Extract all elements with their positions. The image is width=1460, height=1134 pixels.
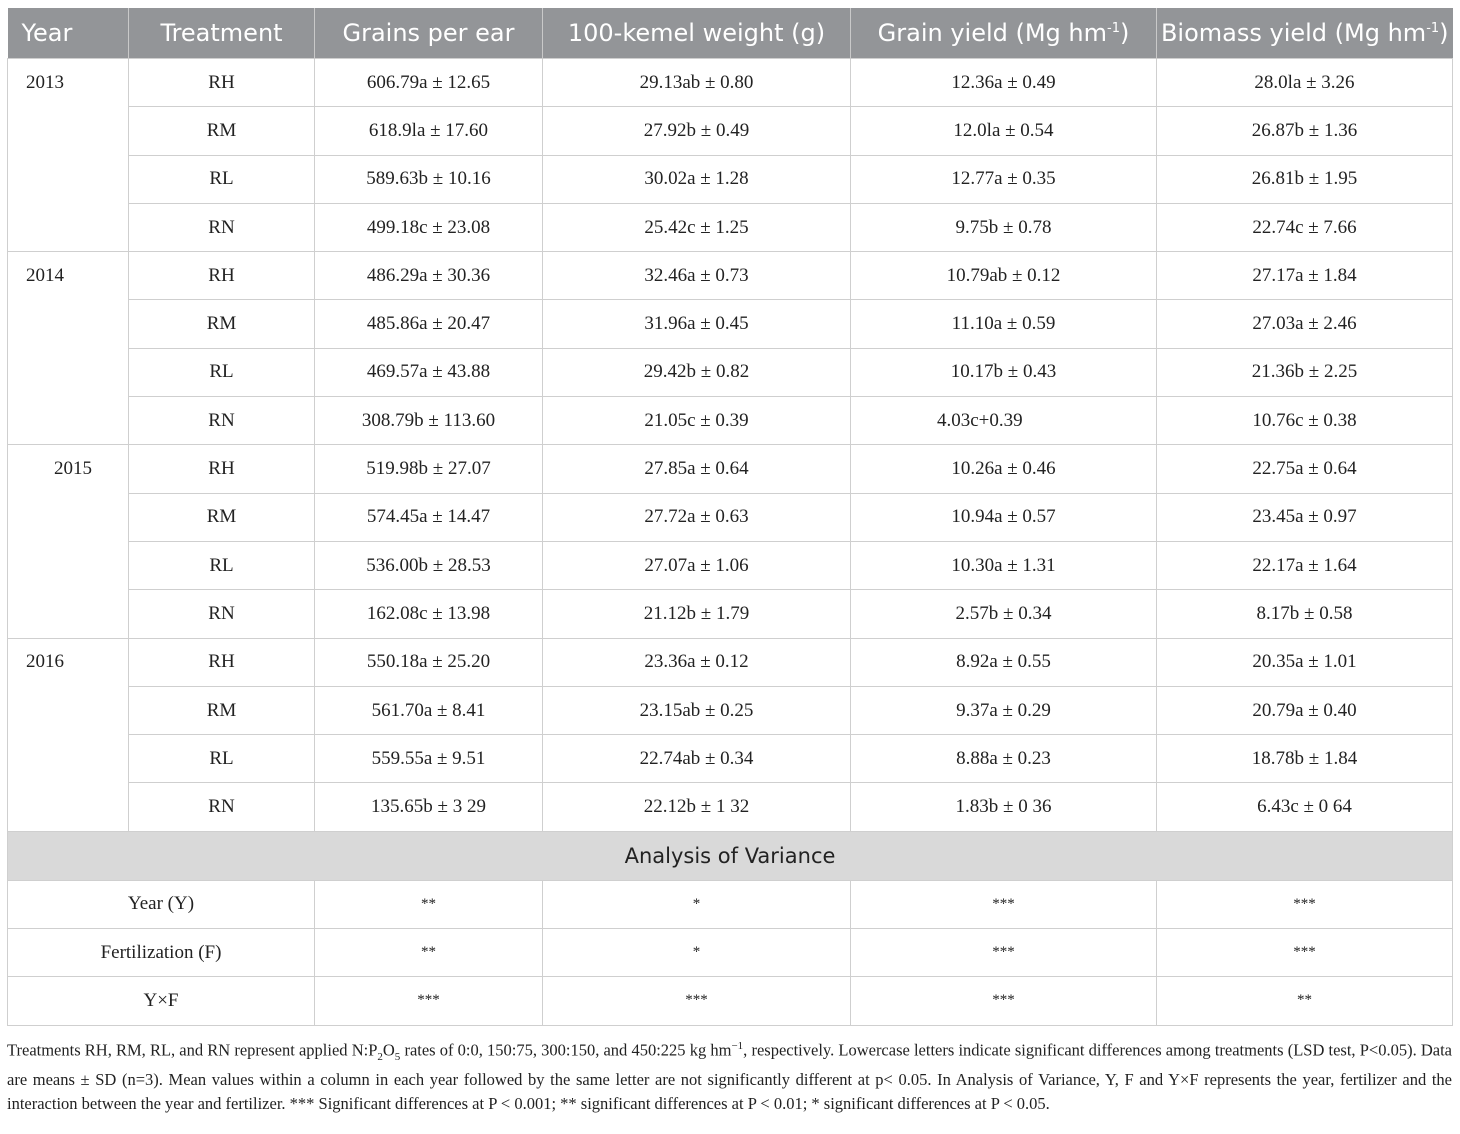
- cell-treatment: RM: [129, 107, 315, 155]
- cell-biomass: 26.87b ± 1.36: [1157, 107, 1453, 155]
- cell-biomass: 21.36b ± 2.25: [1157, 348, 1453, 396]
- cell-year: [8, 686, 129, 734]
- cell-biomass: 10.76c ± 0.38: [1157, 397, 1453, 445]
- table-row: [8, 590, 1453, 638]
- cell-kernel: 25.42c ± 1.25: [543, 203, 851, 251]
- cell-kernel: 23.15ab ± 0.25: [543, 686, 851, 734]
- table-row: [8, 203, 1453, 251]
- cell-kernel: 27.07a ± 1.06: [543, 541, 851, 589]
- cell-grains: 536.00b ± 28.53: [315, 541, 543, 589]
- cell-grain-yield: 1.83b ± 0 36: [851, 783, 1157, 831]
- cell-treatment: RN: [129, 590, 315, 638]
- cell-grains: 589.63b ± 10.16: [315, 155, 543, 203]
- cell-grain-yield: 12.36a ± 0.49: [851, 59, 1157, 107]
- cell-kernel: 21.12b ± 1.79: [543, 590, 851, 638]
- cell-kernel: 29.13ab ± 0.80: [543, 59, 851, 107]
- cell-biomass: 27.17a ± 1.84: [1157, 252, 1453, 300]
- header-biomass: [1157, 8, 1453, 59]
- cell-grains: 574.45a ± 14.47: [315, 493, 543, 541]
- table-row: [8, 638, 1453, 686]
- cell-treatment: RH: [129, 59, 315, 107]
- header-biomass-sup: -1: [1426, 21, 1440, 36]
- cell-grain-yield: 8.88a ± 0.23: [851, 735, 1157, 783]
- cell-grain-yield: 12.0la ± 0.54: [851, 107, 1157, 155]
- cell-grain-yield: 9.37a ± 0.29: [851, 686, 1157, 734]
- cell-year: [8, 155, 129, 203]
- header-kernel: 100-kemel weight (g): [543, 8, 851, 59]
- anova-grain-yield: ***: [851, 977, 1157, 1025]
- cell-treatment: RM: [129, 686, 315, 734]
- cell-biomass: 6.43c ± 0 64: [1157, 783, 1453, 831]
- cell-grains: 135.65b ± 3 29: [315, 783, 543, 831]
- header-grain-yield: [851, 8, 1157, 59]
- cell-biomass: 18.78b ± 1.84: [1157, 735, 1453, 783]
- anova-kernel: *: [543, 929, 851, 977]
- cell-grain-yield: 10.30a ± 1.31: [851, 541, 1157, 589]
- cell-year: [8, 397, 129, 445]
- anova-row: [8, 929, 1453, 977]
- anova-label: Fertilization (F): [8, 929, 315, 977]
- cell-biomass: 22.17a ± 1.64: [1157, 541, 1453, 589]
- cell-biomass: 8.17b ± 0.58: [1157, 590, 1453, 638]
- anova-grains: **: [315, 929, 543, 977]
- cell-grain-yield: 2.57b ± 0.34: [851, 590, 1157, 638]
- note-part2: O: [382, 1040, 395, 1060]
- cell-biomass: 22.75a ± 0.64: [1157, 445, 1453, 493]
- table-row: [8, 493, 1453, 541]
- anova-biomass: **: [1157, 977, 1453, 1025]
- cell-year: [8, 107, 129, 155]
- cell-grains: 469.57a ± 43.88: [315, 348, 543, 396]
- table-row: [8, 735, 1453, 783]
- anova-kernel: ***: [543, 977, 851, 1025]
- table-row: [8, 397, 1453, 445]
- header-row: [8, 8, 1453, 59]
- anova-title: Analysis of Variance: [8, 831, 1453, 880]
- cell-kernel: 22.12b ± 1 32: [543, 783, 851, 831]
- cell-year: 2014: [8, 252, 129, 300]
- table-body: [8, 59, 1453, 1026]
- note-sub1: 2: [377, 1050, 383, 1063]
- cell-year: [8, 590, 129, 638]
- cell-biomass: 28.0la ± 3.26: [1157, 59, 1453, 107]
- table-row: [8, 686, 1453, 734]
- cell-treatment: RH: [129, 638, 315, 686]
- anova-grain-yield: ***: [851, 929, 1157, 977]
- cell-grain-yield: 10.17b ± 0.43: [851, 348, 1157, 396]
- cell-biomass: 23.45a ± 0.97: [1157, 493, 1453, 541]
- cell-treatment: RM: [129, 300, 315, 348]
- anova-label: Year (Y): [8, 880, 315, 928]
- table-footnote: [7, 1034, 1452, 1117]
- header-grains: Grains per ear: [315, 8, 543, 59]
- table-container: [7, 8, 1452, 1116]
- cell-grains: 308.79b ± 113.60: [315, 397, 543, 445]
- anova-biomass: ***: [1157, 929, 1453, 977]
- cell-kernel: 27.85a ± 0.64: [543, 445, 851, 493]
- table-row: [8, 348, 1453, 396]
- header-biomass-label: Biomass yield (Mg hm: [1160, 19, 1427, 47]
- cell-kernel: 21.05c ± 0.39: [543, 397, 851, 445]
- cell-year: [8, 541, 129, 589]
- cell-grains: 499.18c ± 23.08: [315, 203, 543, 251]
- header-grain-yield-sup: -1: [1107, 21, 1120, 36]
- cell-kernel: 32.46a ± 0.73: [543, 252, 851, 300]
- table-row: [8, 155, 1453, 203]
- cell-biomass: 20.35a ± 1.01: [1157, 638, 1453, 686]
- results-table: [7, 8, 1453, 1026]
- cell-year: [8, 300, 129, 348]
- table-row: [8, 445, 1453, 493]
- cell-treatment: RH: [129, 445, 315, 493]
- cell-kernel: 23.36a ± 0.12: [543, 638, 851, 686]
- anova-header-row: [8, 831, 1453, 880]
- anova-row: [8, 977, 1453, 1025]
- cell-biomass: 26.81b ± 1.95: [1157, 155, 1453, 203]
- cell-kernel: 29.42b ± 0.82: [543, 348, 851, 396]
- cell-grain-yield: 8.92a ± 0.55: [851, 638, 1157, 686]
- cell-kernel: 30.02a ± 1.28: [543, 155, 851, 203]
- cell-grains: 618.9la ± 17.60: [315, 107, 543, 155]
- table-row: [8, 541, 1453, 589]
- cell-grain-yield: 10.26a ± 0.46: [851, 445, 1157, 493]
- note-part4: , respectively. Lowercase letters indicate significant differences among treatments (LSD test, P<0.05). Data are means ± SD (n=3). Mean values within a column in each year followed by the same letter are not significantly different at p< 0.05. In Analysis of Variance, Y, F and Y×F represents the year, fertilizer and the interaction between the year and fertilizer. *** Significant differences at P < 0.001; ** significant differences at P < 0.01; * significant differences at P < 0.05.: [7, 1040, 1452, 1114]
- cell-grains: 486.29a ± 30.36: [315, 252, 543, 300]
- cell-treatment: RL: [129, 735, 315, 783]
- cell-biomass: 27.03a ± 2.46: [1157, 300, 1453, 348]
- cell-treatment: RL: [129, 155, 315, 203]
- cell-year: [8, 783, 129, 831]
- header-year: Year: [8, 8, 129, 59]
- cell-grains: 561.70a ± 8.41: [315, 686, 543, 734]
- cell-year: 2015: [8, 445, 129, 493]
- anova-grains: **: [315, 880, 543, 928]
- cell-kernel: 22.74ab ± 0.34: [543, 735, 851, 783]
- table-row: [8, 252, 1453, 300]
- table-row: [8, 59, 1453, 107]
- anova-biomass: ***: [1157, 880, 1453, 928]
- cell-year: [8, 493, 129, 541]
- header-biomass-close: ): [1439, 19, 1449, 47]
- cell-grain-yield: 10.94a ± 0.57: [851, 493, 1157, 541]
- cell-year: 2013: [8, 59, 129, 107]
- cell-treatment: RM: [129, 493, 315, 541]
- note-sub2: 5: [394, 1050, 401, 1063]
- cell-grain-yield: 4.03c+0.39: [851, 397, 1157, 445]
- cell-treatment: RH: [129, 252, 315, 300]
- cell-biomass: 20.79a ± 0.40: [1157, 686, 1453, 734]
- anova-row: [8, 880, 1453, 928]
- cell-year: 2016: [8, 638, 129, 686]
- anova-kernel: *: [543, 880, 851, 928]
- cell-grains: 550.18a ± 25.20: [315, 638, 543, 686]
- anova-label: Y×F: [8, 977, 315, 1025]
- cell-kernel: 31.96a ± 0.45: [543, 300, 851, 348]
- cell-treatment: RN: [129, 783, 315, 831]
- cell-grains: 559.55a ± 9.51: [315, 735, 543, 783]
- cell-grain-yield: 10.79ab ± 0.12: [851, 252, 1157, 300]
- cell-treatment: RN: [129, 397, 315, 445]
- cell-year: [8, 735, 129, 783]
- cell-treatment: RN: [129, 203, 315, 251]
- header-treatment: Treatment: [129, 8, 315, 59]
- cell-grains: 519.98b ± 27.07: [315, 445, 543, 493]
- cell-grain-yield: 9.75b ± 0.78: [851, 203, 1157, 251]
- cell-kernel: 27.72a ± 0.63: [543, 493, 851, 541]
- note-sup1: −1: [731, 1039, 744, 1052]
- header-grain-yield-close: ): [1119, 19, 1130, 47]
- note-part3: rates of 0:0, 150:75, 300:150, and 450:225 kg hm: [400, 1040, 732, 1060]
- anova-grain-yield: ***: [851, 880, 1157, 928]
- table-row: [8, 300, 1453, 348]
- table-row: [8, 107, 1453, 155]
- cell-grain-yield: 11.10a ± 0.59: [851, 300, 1157, 348]
- cell-kernel: 27.92b ± 0.49: [543, 107, 851, 155]
- table-row: [8, 783, 1453, 831]
- cell-treatment: RL: [129, 348, 315, 396]
- cell-treatment: RL: [129, 541, 315, 589]
- cell-year: [8, 348, 129, 396]
- cell-grains: 162.08c ± 13.98: [315, 590, 543, 638]
- cell-grains: 606.79a ± 12.65: [315, 59, 543, 107]
- note-part1: Treatments RH, RM, RL, and RN represent applied N:P: [7, 1040, 378, 1060]
- header-grain-yield-label: Grain yield (Mg hm: [877, 19, 1108, 47]
- cell-grain-yield: 12.77a ± 0.35: [851, 155, 1157, 203]
- cell-biomass: 22.74c ± 7.66: [1157, 203, 1453, 251]
- anova-grains: ***: [315, 977, 543, 1025]
- cell-year: [8, 203, 129, 251]
- cell-grains: 485.86a ± 20.47: [315, 300, 543, 348]
